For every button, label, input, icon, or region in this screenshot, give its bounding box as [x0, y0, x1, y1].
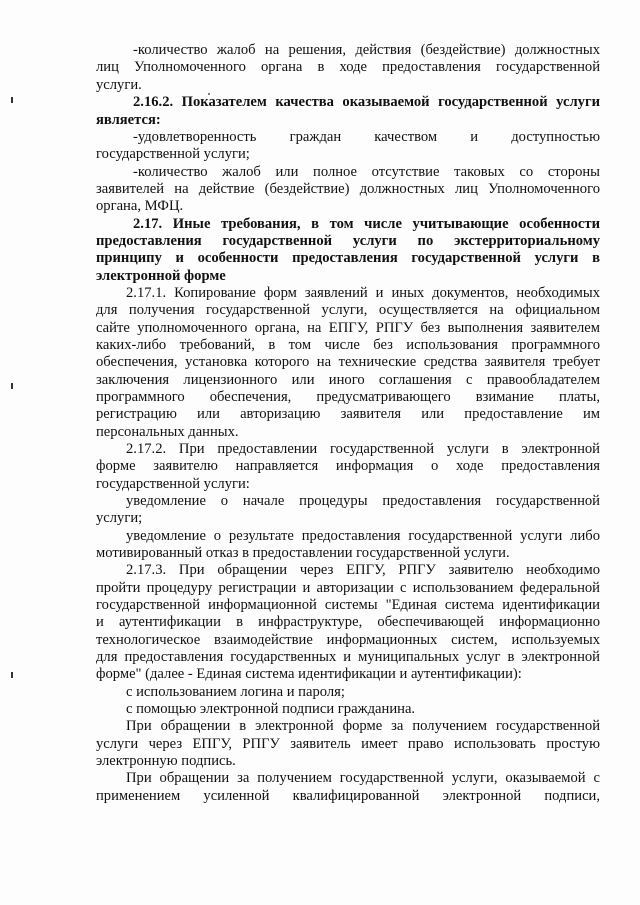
scan-mark — [11, 672, 13, 678]
text-line: лиц Уполномоченного органа в ходе предоставления государственной — [96, 59, 600, 75]
text-line: персональных данных. — [96, 424, 239, 440]
text-line: услуги через ЕПГУ, РПГУ заявитель имеет право использовать простую — [96, 736, 600, 752]
text-line: заявителей на действие (бездействие) должностных лиц Уполномоченного — [96, 181, 600, 197]
text-line: мотивированный отказ в предоставлении государственной услуги. — [96, 545, 510, 561]
section-heading: принципу и особенности предоставления государственной услуги в — [96, 250, 600, 266]
text-line: с использованием логина и пароля; — [126, 684, 345, 700]
text-line: услуги; — [96, 510, 143, 526]
text-line: 2.17.1. Копирование форм заявлений и иных документов, необходимых — [126, 285, 600, 301]
text-line: государственной информационной системы "Единая система идентификации — [96, 597, 600, 613]
text-line: регистрацию или авторизацию заявителя или предоставление им — [96, 406, 600, 422]
section-heading: 2.17. Иные требования, в том числе учитывающие особенности — [133, 216, 600, 232]
text-line: При обращении в электронной форме за получением государственной — [126, 718, 600, 734]
text-line: При обращении за получением государственной услуги, оказываемой с — [126, 770, 600, 786]
text-line: технологическое взаимодействие информационных систем, используемых — [96, 632, 600, 648]
text-line: сайте уполномоченного органа, на ЕПГУ, РПГУ без выполнения заявителем — [96, 320, 600, 336]
text-line: 2.17.3. При обращении через ЕПГУ, РПГУ заявителю необходимо — [126, 562, 600, 578]
text-line: заключения лицензионного или иного соглашения с правообладателем — [96, 372, 600, 388]
text-line: -количество жалоб на решения, действия (бездействие) должностных — [133, 42, 600, 58]
text-line: для предоставления государственных и муниципальных услуг в электронной — [96, 649, 600, 665]
text-line: и аутентификации в инфраструктуре, обеспечивающей информационно — [96, 614, 600, 630]
text-line: каких-либо требований, в том числе без использования программного — [96, 337, 600, 353]
text-line: государственной услуги: — [96, 476, 250, 492]
section-heading: электронной форме — [96, 268, 226, 284]
text-line: программного обеспечения, предусматривающего взимание платы, — [96, 389, 600, 405]
text-line: 2.17.2. При предоставлении государственной услуги в электронной — [126, 441, 600, 457]
text-line: пройти процедуру регистрации и авторизации с использованием федеральной — [96, 580, 600, 596]
text-line: государственной услуги; — [96, 146, 250, 162]
text-line: -количество жалоб или полное отсутствие таковых со стороны — [133, 164, 600, 180]
section-heading: 2.16.2. Показателем качества оказываемой государственной услуги — [133, 94, 600, 110]
text-line: электронную подпись. — [96, 753, 236, 769]
section-heading: является: — [96, 112, 161, 128]
text-line: услуги. — [96, 77, 142, 93]
text-line: обеспечения, установка которого на технические средства заявителя требует — [96, 354, 600, 370]
text-line: форме заявителю направляется информация о ходе предоставления — [96, 458, 600, 474]
text-line: применением усиленной квалифицированной электронной подписи, — [96, 788, 600, 804]
text-line: органа, МФЦ. — [96, 198, 184, 214]
text-line: уведомление о начале процедуры предоставления государственной — [126, 493, 600, 509]
scan-mark — [11, 97, 13, 103]
text-line: форме" (далее - Единая система идентификации и аутентификации): — [96, 666, 522, 682]
text-line: с помощью электронной подписи гражданина. — [126, 701, 416, 717]
scan-mark — [11, 383, 13, 389]
text-line: для получения государственной услуги, осуществляется на официальном — [96, 302, 600, 318]
text-line: уведомление о результате предоставления государственной услуги либо — [126, 528, 600, 544]
text-line: -удовлетворенность граждан качеством и доступностью — [133, 129, 600, 145]
section-heading: предоставления государственной услуги по экстерриториальному — [96, 233, 600, 249]
